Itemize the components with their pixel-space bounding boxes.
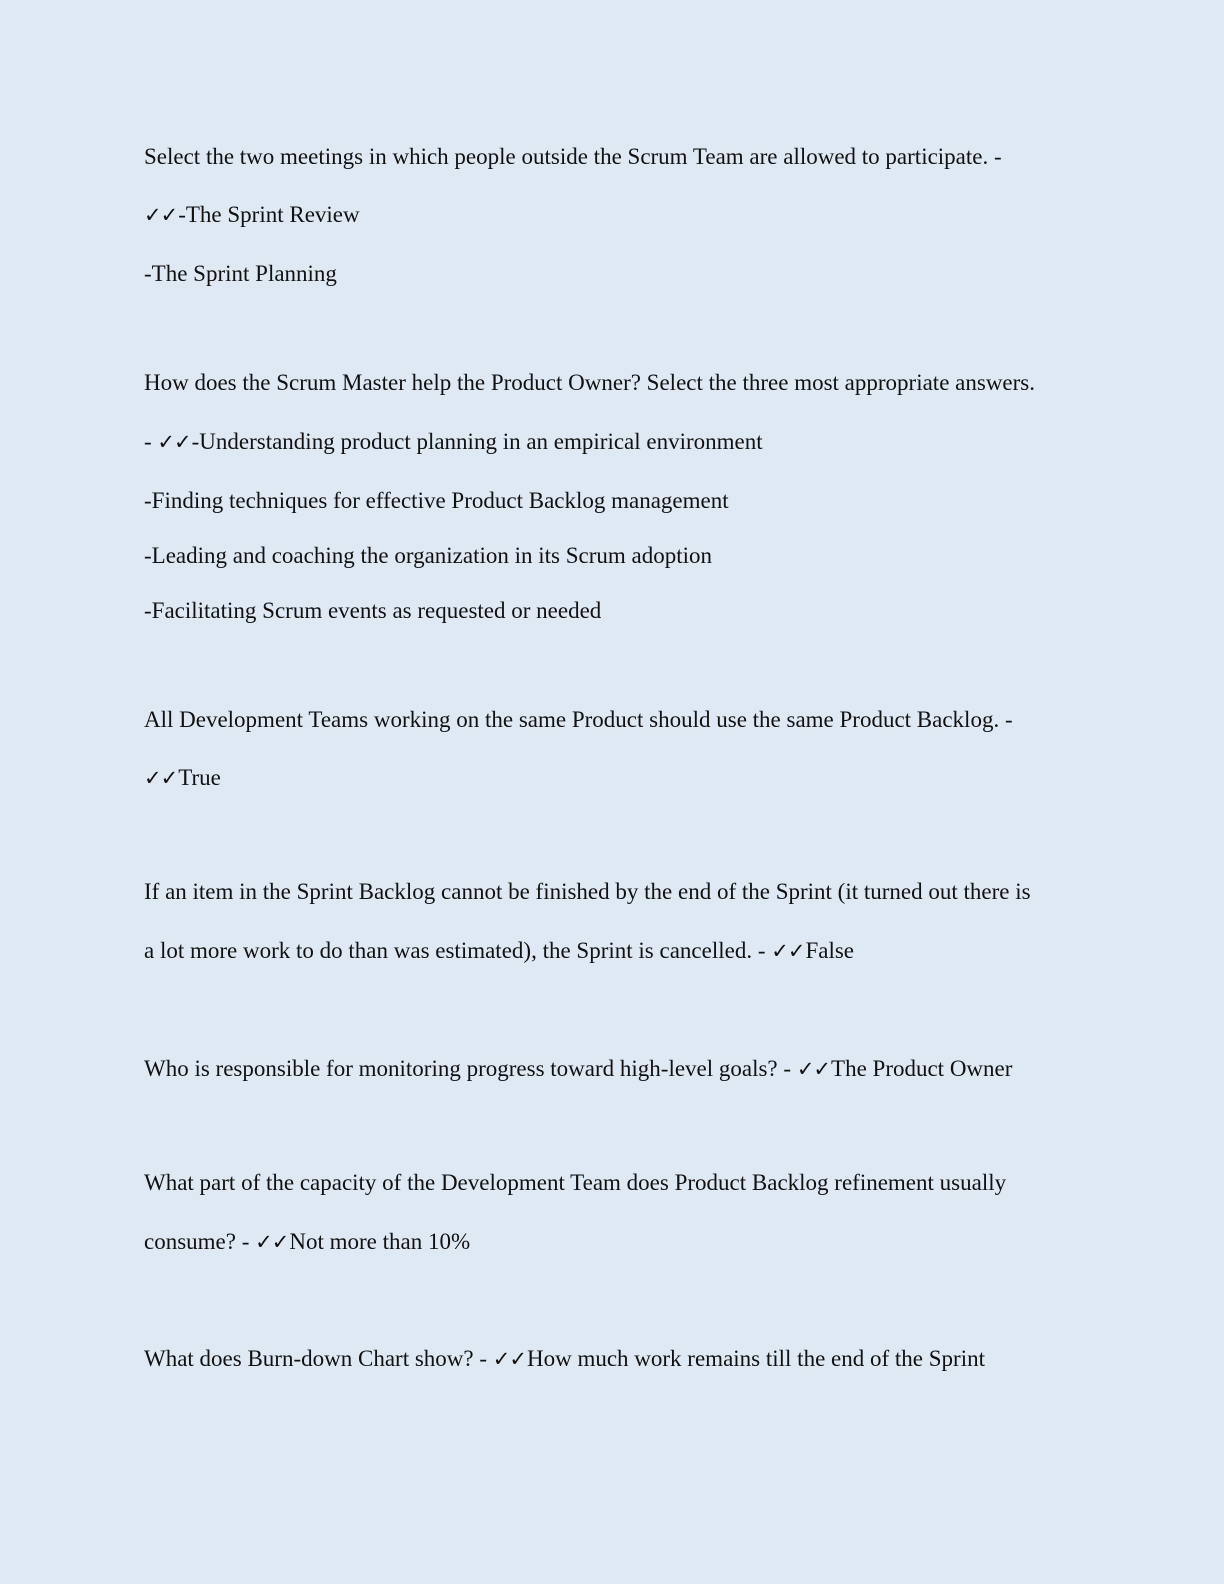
answer-text: -Understanding product planning in an empirical environment	[191, 429, 763, 454]
question-4-text: If an item in the Sprint Backlog cannot be finished by the end of the Sprint (it turned out there is	[144, 879, 1031, 904]
question-2-answer-1	[144, 428, 763, 456]
answer-text: How much work remains till the end of the Sprint	[526, 1346, 985, 1371]
check-mark-icon: ✓✓	[255, 1230, 289, 1254]
answer-prefix: -	[144, 429, 158, 454]
check-mark-icon: ✓✓	[144, 766, 178, 790]
check-mark-icon: ✓✓	[492, 1347, 526, 1371]
answer-text: -The Sprint Review	[178, 202, 360, 227]
question-1-answer-1	[144, 201, 360, 229]
question-2-answer-3: -Leading and coaching the organization in its Scrum adoption	[144, 543, 713, 568]
question-1-answer-2: -The Sprint Planning	[144, 261, 337, 286]
question-2-answer-4: -Facilitating Scrum events as requested or needed	[144, 598, 602, 623]
check-mark-icon: ✓✓	[144, 203, 178, 227]
question-6-text-continued	[144, 1228, 470, 1256]
check-mark-icon: ✓✓	[771, 939, 805, 963]
question-3-text: All Development Teams working on the same Product should use the same Product Backlog. -	[144, 707, 1013, 732]
answer-text: The Product Owner	[831, 1056, 1013, 1081]
question-text: What does Burn-down Chart show? -	[144, 1346, 493, 1371]
check-mark-icon: ✓✓	[157, 430, 191, 454]
answer-text: False	[805, 938, 854, 963]
question-text: consume? -	[144, 1229, 256, 1254]
question-7-text	[144, 1345, 985, 1373]
question-3-answer	[144, 764, 221, 792]
question-5-text	[144, 1055, 1012, 1083]
check-mark-icon: ✓✓	[796, 1057, 831, 1081]
question-6-text: What part of the capacity of the Development Team does Product Backlog refinement usually	[144, 1170, 1007, 1195]
answer-text: Not more than 10%	[289, 1229, 471, 1254]
question-4-text-continued	[144, 937, 854, 965]
question-2-text: How does the Scrum Master help the Product Owner? Select the three most appropriate answers.	[144, 370, 1035, 395]
answer-text: True	[178, 765, 221, 790]
question-text: a lot more work to do than was estimated), the Sprint is cancelled. -	[144, 938, 772, 963]
question-text: Who is responsible for monitoring progress toward high-level goals? -	[144, 1056, 797, 1081]
question-1-text: Select the two meetings in which people outside the Scrum Team are allowed to participate. -	[144, 144, 1002, 169]
question-2-answer-2: -Finding techniques for effective Product Backlog management	[144, 488, 729, 513]
